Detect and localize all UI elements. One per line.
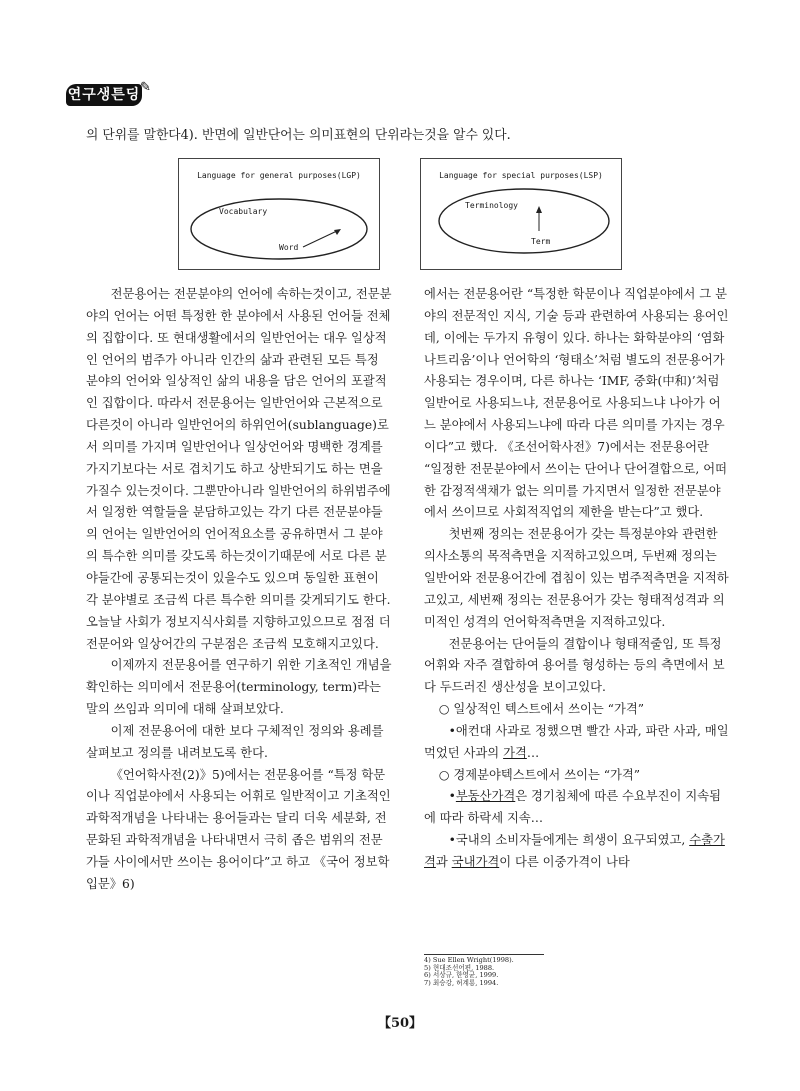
figure-lgp-title: Language for general purposes(LGP) — [197, 171, 361, 180]
pen-icon: ✎ — [140, 80, 151, 95]
figure-lsp-title: Language for special purposes(LSP) — [439, 171, 603, 180]
left-paragraph: 이제 전문용어에 대한 보다 구체적인 정의와 용례를 살펴보고 정의를 내려보도록 한다. — [86, 723, 384, 760]
lsp-ellipse — [439, 189, 609, 253]
footnote: 6) 서상규, 한영균, 1999. — [424, 971, 499, 980]
right-paragraph: 에서는 전문용어란 “특정한 학문이나 직업분야에서 그 분야의 전문적인 지식, 기술 등과 관련하여 사용되는 용어인데, 이에는 두가지 유형이 있다. 하나는 화학분야의 ‘염화나트리움’이나 언어학의 ‘형태소’처럼 별도의 전문용어가 사용되는 경우이며, 다른 하나는 ‘IMF, 중화(中和)’처럼 일반어로 사용되느냐, 전문용어로 사용되느냐 나아가 어느 분야에서 사용되느냐에 따라 다른 의미를 가지는 경우이다”고 했다. 《조선어학사전》7)에서는 전문용어란 “일정한 전문분야에서 쓰이는 단어나 단어결합으로, 어떠한 감정적색채가 없는 의미를 가지면서 일정한 전문분야에서 쓰이므로 사회적직업의 제한을 받는다”고 했다. — [424, 287, 729, 520]
example-text: • — [448, 789, 456, 804]
figure-lgp — [178, 158, 380, 270]
example-sentence — [424, 721, 730, 765]
footnote: 7) 최승강, 허계룡, 1994. — [424, 978, 499, 987]
footnotes — [424, 954, 730, 987]
left-column — [86, 284, 392, 896]
page-number: 【50】 — [377, 1016, 423, 1031]
left-paragraph: 이제까지 전문용어를 연구하기 위한 기초적인 개념을 확인하는 의미에서 전문용어(terminology, term)라는 말의 쓰임과 의미에 대해 살펴보았다. — [86, 658, 392, 717]
example-sentence — [424, 786, 730, 830]
lsp-outer-label: Terminology — [465, 201, 518, 210]
example-text: •국내의 소비자들에게는 희생이 요구되였고, — [448, 833, 690, 848]
footnote-rule — [424, 954, 544, 955]
intro-line: 의 단위를 말한다4). 반면에 일반단어는 의미표현의 단위라는것을 알수 있다. — [86, 128, 511, 143]
left-paragraph: 전문용어는 전문분야의 언어에 속하는것이고, 전문분야의 언어는 어떤 특정한 한 분야에서 사용된 언어들 전체의 집합이다. 또 현대생활에서의 일반언어는 대우 일상적인 언어의 범주가 아니라 인간의 삶과 관련된 모든 특정 분야의 언어와 일상적인 삶의 내용을 담은 언어의 포괄적인 집합이다. 따라서 전문용어는 일반언어와 근본적으로 다른것이 아니라 일반언어의 하위언어(sublanguage)로서 의미를 가지며 일반언어나 일상언어와 명백한 경계를 가지기보다는 서로 겹치기도 하고 상반되기도 하는 면을 가질수 있는것이다. 그뿐만아니라 일반언어의 하위범주에서 일정한 역할들을 분담하고있는 각기 다른 전문분야들의 언어는 일반언어의 언어적요소를 공유하면서 그 분야의 특수한 의미를 갖도록 하는것이기때문에 서로 다른 분야들간에 공통되는것이 있을수도 있으며 동일한 표현이 각 분야별로 조금씩 다른 특수한 의미를 갖게되기도 한다. 오늘날 사회가 정보지식사회를 지향하고있으므로 점점 더 전문어와 일상어간의 구분점은 조금씩 모호해지고있다. — [86, 287, 392, 651]
logo-text: 연구생튼딩 — [66, 84, 142, 106]
left-paragraph: 《언어학사전(2)》5)에서는 전문용어를 “특정 학문이나 직업분야에서 사용되는 어휘로 일반적이고 기초적인 과학적개념을 나타내는 용어들과는 달리 더욱 세분화, 전문화된 과학적개념을 나타내면서 극히 좁은 범위의 전문가들 사이에서만 쓰이는 용어이다”고 하고 《국어 정보학 입문》6) — [86, 767, 391, 891]
underlined-term: 국내가격 — [451, 854, 500, 869]
example-sentence — [424, 830, 730, 874]
right-paragraph: 전문용어는 단어들의 결합이나 형태적줄임, 또 특정어휘와 자주 결합하여 용어를 형성하는 등의 측면에서 보다 두드러진 생산성을 보이고있다. — [424, 636, 725, 695]
lgp-inner-label: Word — [279, 243, 299, 252]
right-paragraph: 첫번째 정의는 전문용어가 갖는 특정분야와 관련한 의사소통의 목적측면을 지적하고있으며, 두번째 정의는 일반어와 전문용어간에 겹침이 있는 범주적측면을 지적하고있고, 세번째 정의는 전문용어가 갖는 형태적성격과 의미적인 성격의 언어학적측면을 지적하고있다. — [424, 527, 729, 629]
right-column — [424, 284, 730, 874]
underlined-term: 부동산가격 — [455, 789, 516, 804]
figure-lsp — [420, 158, 622, 270]
underlined-term: 가격 — [503, 745, 527, 760]
example-heading: ○ 일상적인 텍스트에서 쓰이는 “가격” — [438, 702, 644, 717]
figure-lsp-drawing — [421, 159, 621, 269]
lgp-arrow — [303, 230, 339, 247]
lsp-inner-label: Term — [531, 237, 551, 246]
footnote: 5) 현대조선어편, 1988. — [424, 963, 495, 972]
example-text: 은 경기침체에 따른 수요부진이 지속됨에 따라 하락세 지속… — [424, 789, 721, 826]
lsp-arrowhead — [536, 206, 542, 213]
journal-logo — [66, 80, 152, 110]
footnote: 4) Sue Ellen Wright(1998). — [424, 956, 514, 964]
example-heading: ○ 경제분야텍스트에서 쓰이는 “가격” — [438, 767, 641, 782]
example-text: •애컨대 사과로 정했으면 빨간 사과, 파란 사과, 매일 먹었던 사과의 — [424, 723, 729, 760]
example-text: 이 다른 이중가격이 나타 — [499, 854, 630, 869]
underlined-term: 수출가격 — [424, 833, 725, 869]
lgp-outer-label: Vocabulary — [219, 207, 268, 216]
figure-lgp-drawing — [179, 159, 379, 269]
example-text: 과 — [435, 854, 452, 869]
example-text: … — [526, 745, 540, 760]
